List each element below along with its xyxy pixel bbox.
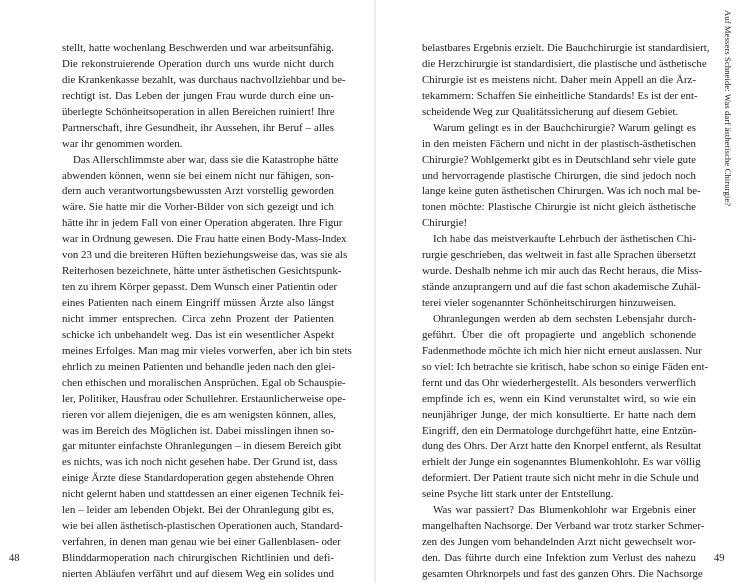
text-line: Warum gelingt es in der Bauchchirurgie? Warum gelingt es [433, 121, 696, 134]
text-line: ten zu ihrem Körper gepasst. Dem Wunsch einer Patientin oder [62, 281, 338, 294]
text-line: es nichts, was ich noch nicht gesehen habe. Der Grund ist, dass [62, 456, 338, 469]
text-line: zen des Jungen vom behandelnden Arzt nicht gewechselt wor- [422, 536, 696, 549]
text-line: den. Das führte durch eine Infektion zum Verlust des nahezu [422, 552, 696, 564]
text-line: wie bei allen ästhetisch-plastischen Operationen auch, Standard- [62, 520, 343, 533]
running-head: Auf Messers Schneide: Was darf ästhetische Chirurgie? [723, 10, 733, 207]
text-line: Blinddarmoperation nach chirurgischen Richtlinien und defi- [62, 552, 334, 564]
text-line: Fadenmethode möchte ich mich hier nicht erneut auslassen. Nur [422, 344, 702, 357]
text-line: abwenden können, wenn sie bei einem nicht nur fähigen, son- [62, 169, 334, 182]
text-line: Chirurgie ist es meistens nicht. Daher mein Appell an die Ärz- [422, 73, 696, 86]
text-line: gar mitunter einfachste Ohranlegungen – in diesem Bereich gibt [62, 440, 342, 453]
right-page-number: 49 [714, 553, 725, 564]
right-page-body-text [422, 41, 710, 583]
right-page [376, 0, 750, 583]
text-line: chen ethischen und moralischen Ansprüchen. Egal ob Schauspie- [62, 376, 346, 389]
text-line: die Herzchirurgie ist standardisiert, die plastische und ästhetische [422, 57, 707, 70]
text-line: dern auch verantwortungsbewussten Arzt vorstellig geworden [62, 185, 334, 198]
text-line: Die rekonstruierende Operation durch uns wurde nicht durch [62, 57, 334, 70]
text-line: lange keine guten ästhetischen Chirurgen. Was ich noch mal be- [422, 185, 701, 198]
text-line: so viel: Ich betrachte sie kritisch, habe schon so einige Fäden ent- [422, 360, 709, 373]
text-line: Was war passiert? Das Blumenkohlohr war Ergebnis einer [433, 504, 696, 517]
text-line: scheidende Weg zur Qualitätssicherung auf diesem Gebiet. [422, 105, 679, 118]
text-line: deformiert. Der Patient traute sich nicht mehr in die Schule und [422, 472, 699, 485]
text-line: Eingriff, den ein Dermatologe durchgeführt hatte, eine Entzün- [422, 424, 697, 437]
text-line: gesamten Ohrknorpels und fast des ganzen Ohrs. Die Nachsorge [422, 567, 703, 580]
left-page-number: 48 [9, 553, 20, 564]
left-page [0, 0, 374, 583]
text-line: Reiterhosen bezeichnete, hätte unter ästhetischen Gesichtspunk- [62, 265, 342, 278]
text-line: dung des Ohrs. Der Arzt hatte den Knorpel entfernt, als Resultat [422, 440, 702, 453]
text-line: belastbares Ergebnis erzielt. Die Bauchchirurgie ist standardisiert, [422, 42, 710, 54]
text-line: tekammern: Schaffen Sie einheitliche Standards! Es ist der ent- [422, 89, 698, 102]
text-line: fernt und das Ohr wiederhergestellt. Als besonders verwerflich [422, 376, 696, 389]
text-line: Ich habe das meistverkaufte Lehrbuch der ästhetischen Chi- [433, 233, 696, 246]
text-line: tonen möchte: Plastische Chirurgie ist nicht gleich ästhetische [422, 201, 696, 214]
text-line: schicke ich unbehandelt weg. Das ist ein wesentlicher Aspekt [62, 328, 334, 341]
text-line: ehrlich zu meinen Patienten und behandle jeden nach den glei- [62, 360, 336, 373]
text-line: hätte ihr in jedem Fall von einer Operation abgeraten. Ihre Figur [62, 217, 343, 230]
text-line: rechtigt ist. Das Leben der jungen Frau wurde durch eine un- [62, 89, 334, 102]
text-line: wäre. Sie hatte mir die Vorher-Bilder von sich gezeigt und ich [62, 201, 334, 214]
text-line: erhielt der Junge ein sogenanntes Blumenkohlohr. Es war völlig [422, 456, 701, 469]
text-line: in den meisten Fächern und nicht in der plastisch-ästhetischen [422, 137, 696, 150]
text-line: nicht gelernt haben und stattdessen an einer eigenen Technik fei- [62, 488, 344, 501]
text-line: neunjähriger Junge, der mich konsultierte. Er hatte nach dem [422, 408, 696, 421]
text-line: überlegte Schönheitsoperation in allen Bereichen ruiniert! Ihre [62, 105, 335, 118]
text-line: Partnerschaft, ihre Gesundheit, ihr Aussehen, ihr Beruf – alles [62, 121, 334, 134]
text-line: geführt. Über die oft propagierte und angeblich schonende [422, 328, 696, 341]
text-line: nicht immer entsprechen. Circa zehn Prozent der Patienten [62, 312, 334, 325]
text-line: meines Erfolges. Man mag mir vieles vorwerfen, aber ich bin stets [62, 344, 352, 357]
text-line: einige Ärzte diese Standardoperation gegen abstehende Ohren [62, 472, 334, 485]
text-line: Chirurgie? Wohlgemerkt gibt es in Deutschland sehr viele gute [422, 153, 696, 166]
text-line: ler, Politiker, Hausfrau oder Schullehrer. Erstaunlicherweise ope- [62, 392, 346, 405]
text-line: seine Psyche litt stark unter der Entstellung. [422, 488, 614, 501]
text-line: len – leider am lebenden Objekt. Bei der Ohranlegung gibt es, [62, 504, 334, 517]
text-line: stände anzuprangern und auf die fast schon akademische Zuhäl- [422, 281, 701, 294]
text-line: mangelhaften Nachsorge. Der Verband war trotz starker Schmer- [422, 520, 705, 533]
text-line: und hervorragende plastische Chirurgen, die sind jedoch noch [422, 169, 696, 182]
text-line: nierten Abläufen verfährt und auf diesem Weg ein solides und [62, 567, 334, 580]
text-line: rurgie geschrieben, das weltweit in fast alle Sprachen übersetzt [422, 249, 697, 262]
text-line: rieren vor allem diejenigen, die es am wenigsten können, alles, [62, 408, 336, 421]
text-line: Ohranlegungen werden ab dem sechsten Lebensjahr durch- [433, 312, 696, 325]
text-line: die Krankenkasse bezahlt, was durchaus nachvollziehbar und be- [62, 73, 346, 86]
text-line: von 23 und die breiteren Hüften beziehungsweise das, was sie als [62, 249, 348, 262]
text-line: wurde. Deshalb nehme ich mir auch das Recht heraus, die Miss- [422, 265, 703, 278]
text-line: verfahren, in denen man genau wie bei einer Gallenblasen- oder [62, 536, 341, 549]
text-line: terei vieler sogenannter Schönheitschirurgen hinzuweisen. [422, 297, 677, 309]
text-line: stellt, hatte wochenlang Beschwerden und war arbeitsunfähig. [62, 42, 334, 54]
text-line: eines Patienten nach einem Eingriff müssen Ärzte also längst [62, 297, 334, 309]
left-page-body-text [62, 41, 352, 583]
text-line: Das Allerschlimmste aber war, dass sie die Katastrophe hätte [73, 153, 339, 166]
text-line: war ihr genommen worden. [62, 137, 183, 150]
text-line: empfinde ich es, wenn ein Kind verunstaltet wird, so wie ein [422, 392, 696, 405]
text-line: was im Bereich des Möglichen ist. Dabei misslingen ihnen so- [62, 424, 335, 437]
text-line: war in Ordnung gewesen. Die Frau hatte einen Body-Mass-Index [62, 233, 347, 246]
text-line: Chirurgie! [422, 217, 468, 230]
